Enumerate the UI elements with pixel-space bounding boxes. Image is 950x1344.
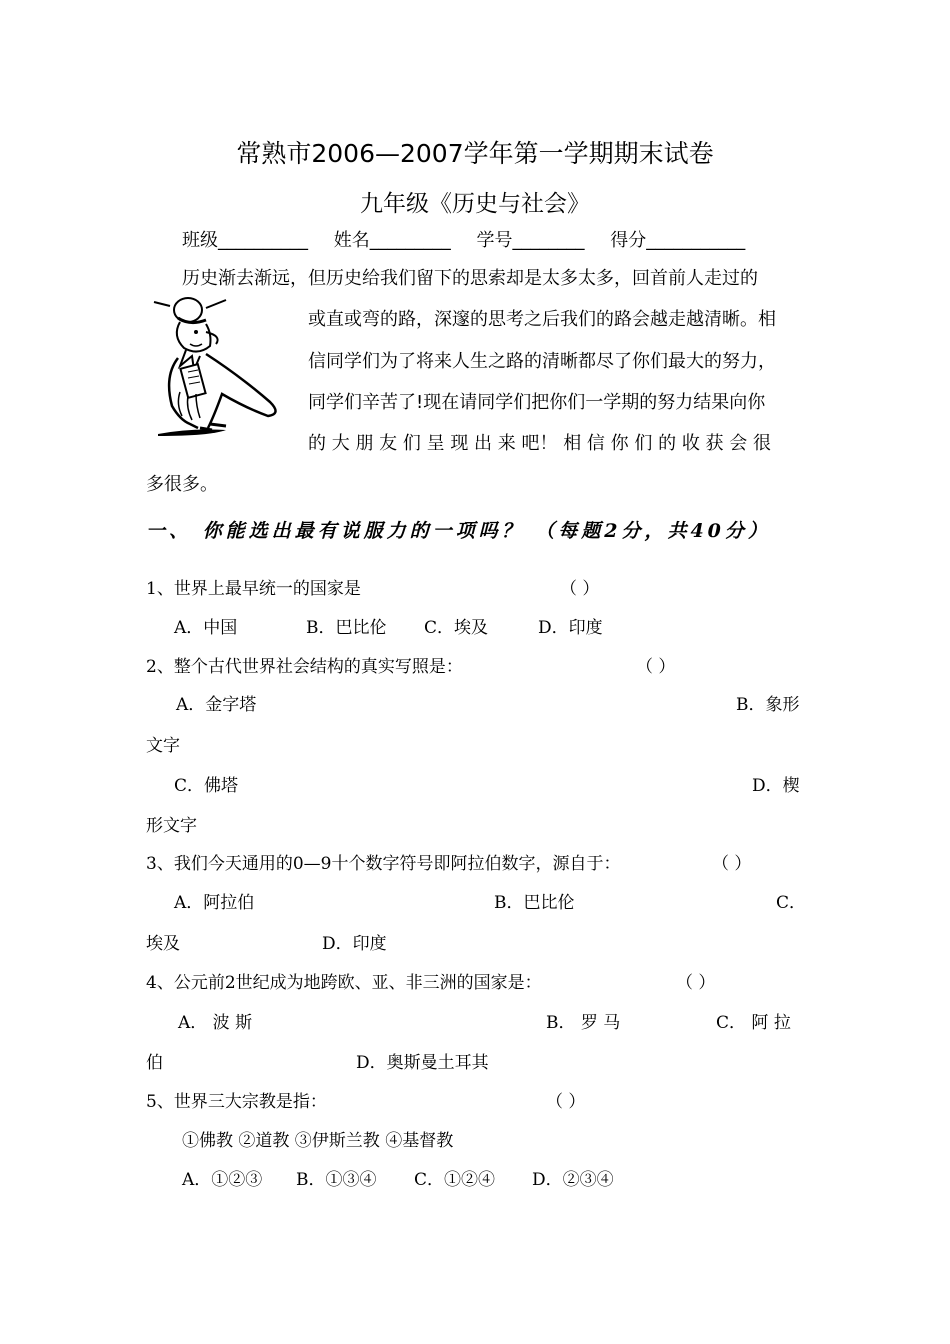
score-field: 得分___________ (610, 230, 746, 251)
q4-option-c-cont: 伯 (146, 1053, 163, 1073)
page-subtitle: 九年级《历史与社会》 (360, 191, 590, 217)
q1-answer-blank: （ ） (560, 579, 600, 599)
q3-option-d: D．印度 (322, 934, 387, 954)
q5-option-c: C．①②④ (414, 1170, 496, 1190)
q3-option-a: A．阿拉伯 (174, 893, 255, 913)
intro-line-2: 或直或弯的路，深邃的思考之后我们的路会越走越清晰。相 (308, 309, 776, 330)
class-field: 班级__________ (182, 230, 308, 251)
q4-option-b: B． 罗 马 (546, 1013, 621, 1033)
q2-stem: 2、整个古代世界社会结构的真实写照是： (146, 657, 463, 677)
q4-answer-blank: （ ） (676, 973, 716, 993)
q2-option-b: B．象形 (736, 695, 800, 715)
q5-option-d: D．②③④ (532, 1170, 614, 1190)
number-field: 学号________ (476, 230, 585, 251)
intro-line-4: 同学们辛苦了!现在请同学们把你们一学期的努力结果向你 (308, 392, 766, 413)
q5-answer-blank: （ ） (546, 1092, 586, 1112)
q3-option-c: C． (776, 893, 807, 913)
q1-option-b: B．巴比伦 (306, 618, 387, 638)
q1-option-a: A．中国 (174, 618, 238, 638)
q5-option-a: A．①②③ (182, 1170, 263, 1190)
q4-option-d: D．奥斯曼土耳其 (356, 1053, 489, 1073)
q2-option-a: A．金字塔 (176, 695, 257, 715)
q2-option-c: C．佛塔 (174, 776, 239, 796)
q5-option-b: B．①③④ (296, 1170, 377, 1190)
scholar-cartoon-illustration (150, 296, 290, 441)
q2-option-b-cont: 文字 (146, 736, 180, 756)
name-field: 姓名_________ (333, 230, 451, 251)
intro-line-6: 多很多。 (146, 474, 218, 495)
q3-option-c-cont: 埃及 (146, 934, 180, 954)
q1-option-d: D．印度 (538, 618, 603, 638)
intro-line-5: 的 大 朋 友 们 呈 现 出 来 吧！ 相 信 你 们 的 收 获 会 很 (308, 433, 771, 454)
q3-option-b: B．巴比伦 (494, 893, 575, 913)
q3-stem: 3、我们今天通用的0—9十个数字符号即阿拉伯数字，源自于： (146, 854, 621, 874)
q2-option-d-cont: 形文字 (146, 816, 197, 836)
intro-line-1: 历史渐去渐远，但历史给我们留下的思索却是太多太多，回首前人走过的 (182, 268, 758, 289)
q2-option-d: D．楔 (752, 776, 800, 796)
q1-option-c: C．埃及 (424, 618, 489, 638)
q4-option-c: C． 阿 拉 (716, 1013, 791, 1033)
section-1-heading: 一、 你能选出最有说服力的一项吗？ （每题2分，共40分） (146, 520, 771, 542)
q4-stem: 4、公元前2世纪成为地跨欧、亚、非三洲的国家是： (146, 973, 542, 993)
intro-line-3: 信同学们为了将来人生之路的清晰都尽了你们最大的努力， (308, 351, 776, 372)
q5-items: ①佛教 ②道教 ③伊斯兰教 ④基督教 (182, 1131, 454, 1151)
page-title: 常熟市2006—2007学年第一学期期末试卷 (236, 139, 714, 168)
student-info-line (182, 226, 765, 252)
q2-answer-blank: （ ） (636, 657, 676, 677)
q3-answer-blank: （ ） (712, 854, 752, 874)
q1-stem: 1、世界上最早统一的国家是 (146, 579, 361, 599)
q4-option-a: A． 波 斯 (178, 1013, 253, 1033)
q5-stem: 5、世界三大宗教是指： (146, 1092, 327, 1112)
